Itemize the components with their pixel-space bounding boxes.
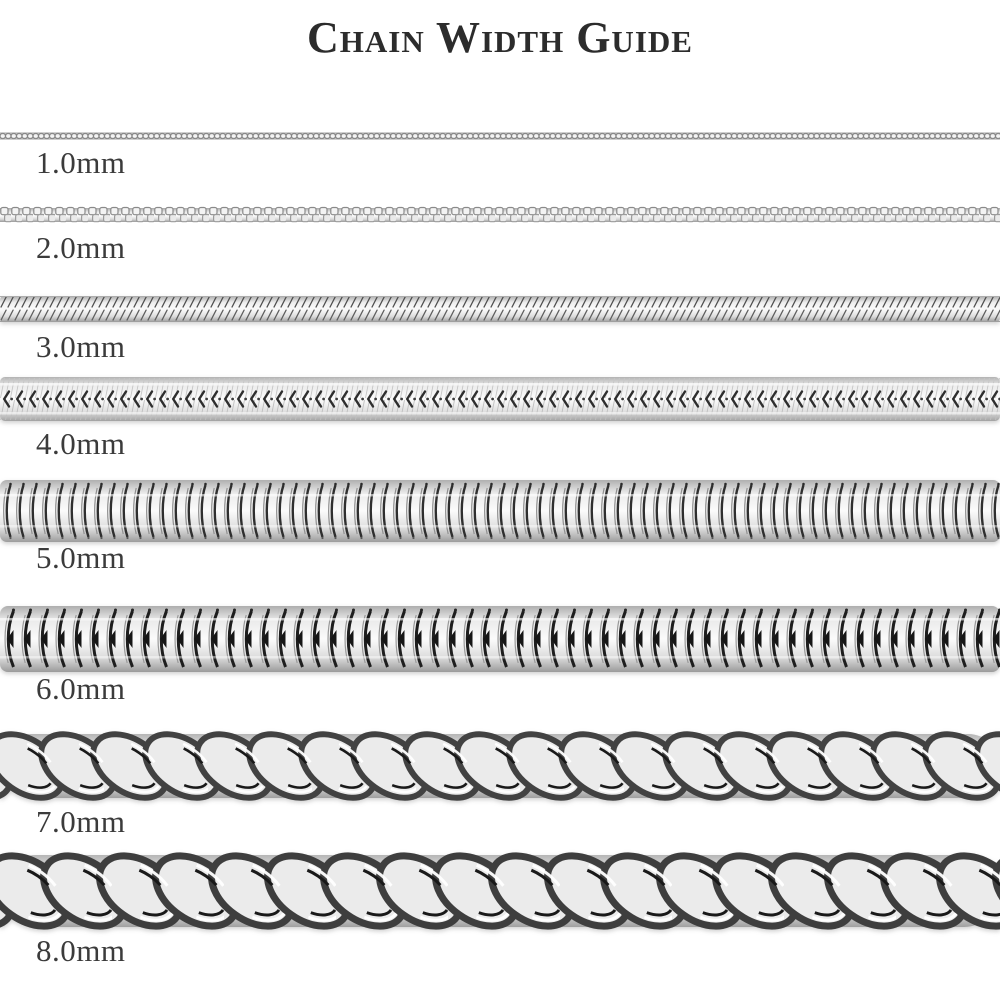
width-label-4mm: 4.0mm [36, 426, 126, 461]
chain-image-4mm [0, 375, 1000, 423]
chain-image-6mm [0, 604, 1000, 674]
chain-image-5mm [0, 478, 1000, 544]
page-title: Chain Width Guide [307, 13, 693, 62]
width-label-5mm: 5.0mm [36, 540, 126, 575]
chain-image-1mm [0, 128, 1000, 144]
width-label-3mm: 3.0mm [36, 329, 126, 364]
width-label-7mm: 7.0mm [36, 804, 126, 839]
width-label-2mm: 2.0mm [36, 230, 126, 265]
width-label-8mm: 8.0mm [36, 933, 126, 968]
chain-image-8mm [0, 845, 1000, 937]
width-label-1mm: 1.0mm [36, 145, 126, 180]
width-label-6mm: 6.0mm [36, 671, 126, 706]
chain-image-3mm [0, 293, 1000, 325]
chain-image-2mm [0, 202, 1000, 228]
chain-image-7mm [0, 724, 1000, 808]
